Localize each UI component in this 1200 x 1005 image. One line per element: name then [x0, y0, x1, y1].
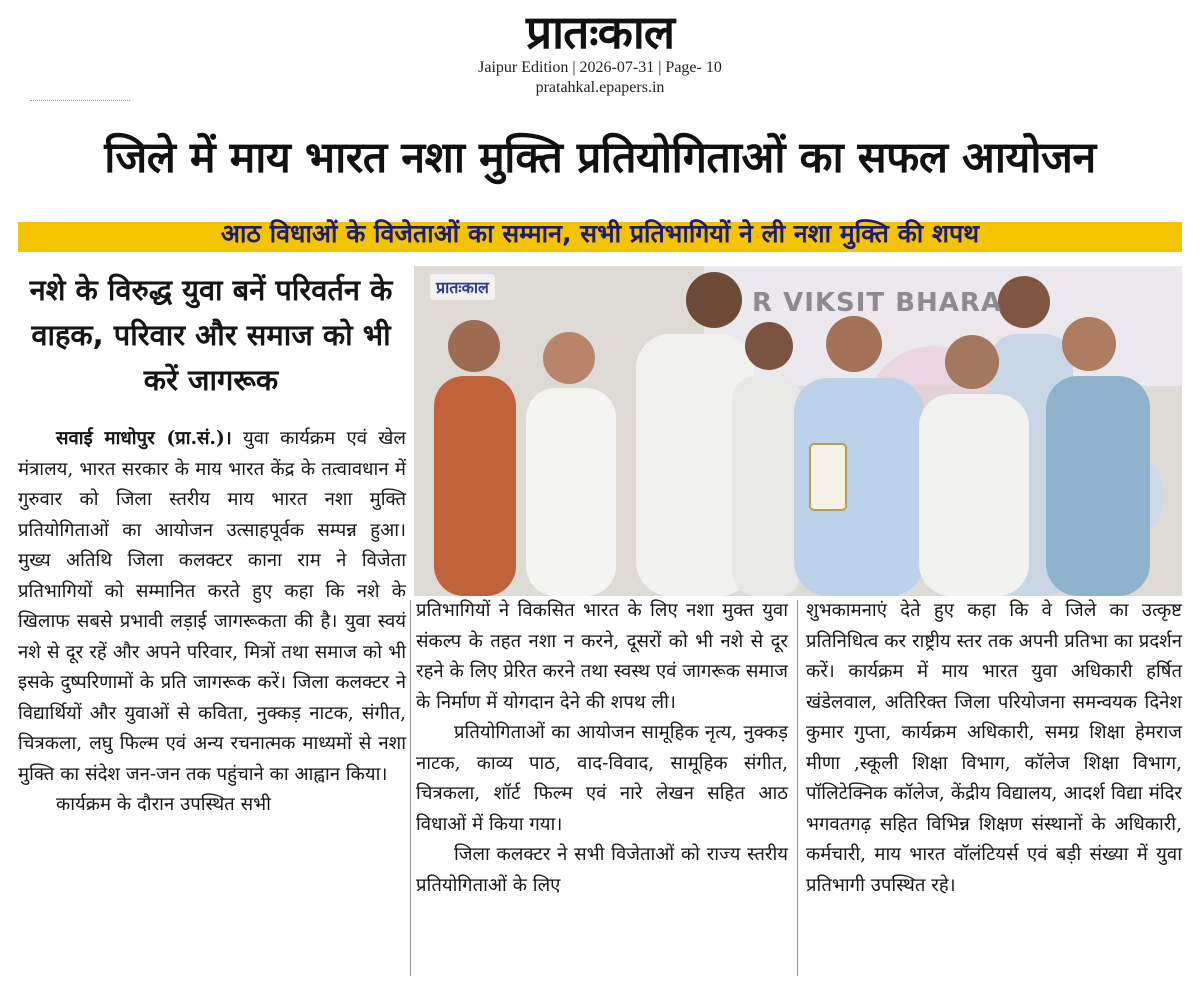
- col3-paragraph-1: शुभकामनाएं देते हुए कहा कि वे जिले का उत्कृष्ट प्रतिनिधित्व कर राष्ट्रीय स्तर तक अपनी प्रतिभा का प्रदर्शन करें। कार्यक्रम में माय भारत युवा अधिकारी हर्षित खंडेलवाल, अतिरिक्त जिला परियोजना समन्वयक दिनेश कुमार गुप्ता, कार्यक्रम अधिकारी, समग्र शिक्षा हेमराज मीणा ,स्कूली शिक्षा विभाग, कॉलेज शिक्षा विभाग, पॉलिटेक्निक कॉलेज, केंद्रीय विद्यालय, आदर्श विद्या मंदिर भगवतगढ़ सहित विभिन्न शिक्षण संस्थानों के अधिकारी, कर्मचारी, माय भारत वॉलंटियर्स एवं बड़ी संख्या में युवा प्रतिभागी उपस्थित रहे।: [806, 600, 1182, 896]
- column-headline: नशे के विरुद्ध युवा बनें परिवर्तन के वाहक, परिवार और समाज को भी करें जागरूक: [29, 273, 393, 397]
- top-divider: [30, 100, 130, 105]
- article-column-3: [806, 596, 1182, 901]
- column-rule-2: [797, 600, 798, 976]
- col2-paragraph-3: जिला कलक्टर ने सभी विजेताओं को राज्य स्तरीय प्रतियोगिताओं के लिए: [416, 844, 788, 896]
- article-column-1: [18, 424, 406, 821]
- column-rule-1: [410, 600, 411, 976]
- col1-paragraph-1: युवा कार्यक्रम एवं खेल मंत्रालय, भारत सरकार के माय भारत केंद्र के तत्वावधान में गुरुवार को जिला स्तरीय माय भारत नशा मुक्ति प्रतियोगिताओं का आयोजन उत्साहपूर्वक सम्पन्न हुआ। मुख्य अतिथि जिला कलक्टर काना राम ने विजेता प्रतिभागियों को सम्मानित करते हुए कहा कि नशे के खिलाफ सबसे प्रभावी लड़ाई जागरूकता की है। युवा स्वयं नशे से दूर रहें और अपने परिवार, मित्रों तथा समाज को भी इसके दुष्परिणामों के प्रति जागरूक करें। जिला कलक्टर ने विद्यार्थियों और युवाओं से कविता, नुक्कड़ नाटक, संगीत, चित्रकला, लघु फिल्म एवं अन्य रचनात्मक माध्यमों से नशा मुक्ति का संदेश जन-जन तक पहुंचाने का आह्वान किया।: [18, 428, 406, 785]
- masthead: [0, 6, 1200, 98]
- article-subheadline: आठ विधाओं के विजेताओं का सम्मान, सभी प्रतिभागियों ने ली नशा मुक्ति की शपथ: [220, 219, 980, 248]
- photo-credit: प्रातःकाल: [430, 274, 495, 300]
- col1-paragraph-2: कार्यक्रम के दौरान उपस्थित सभी: [56, 794, 271, 815]
- newspaper-logo: प्रातःकाल: [525, 5, 675, 59]
- edition-line: Jaipur Edition | 2026-07-31 | Page- 10: [478, 59, 722, 76]
- portal-url: pratahkal.epapers.in: [535, 79, 665, 96]
- article-photo: [414, 266, 1182, 596]
- dateline: सवाई माधोपुर (प्रा.सं.)।: [56, 428, 232, 449]
- article-column-2: [416, 596, 788, 901]
- photo-banner-text: R VIKSIT BHARA: [752, 288, 1003, 318]
- col2-paragraph-2: प्रतियोगिताओं का आयोजन सामूहिक नृत्य, नुक्कड़ नाटक, काव्य पाठ, वाद-विवाद, सामूहिक संगीत, चित्रकला, शॉर्ट फिल्म एवं नारे लेखन सहित आठ विधाओं में किया गया।: [416, 722, 788, 835]
- col2-paragraph-1: प्रतिभागियों ने विकसित भारत के लिए नशा मुक्त युवा संकल्प के तहत नशा न करने, दूसरों को भी नशे से दूर रहने के लिए प्रेरित करने तथा स्वस्थ एवं जागरूक समाज के निर्माण में योगदान देने की शपथ ली।: [416, 600, 788, 713]
- article-headline: जिले में माय भारत नशा मुक्ति प्रतियोगिताओं का सफल आयोजन: [104, 133, 1096, 183]
